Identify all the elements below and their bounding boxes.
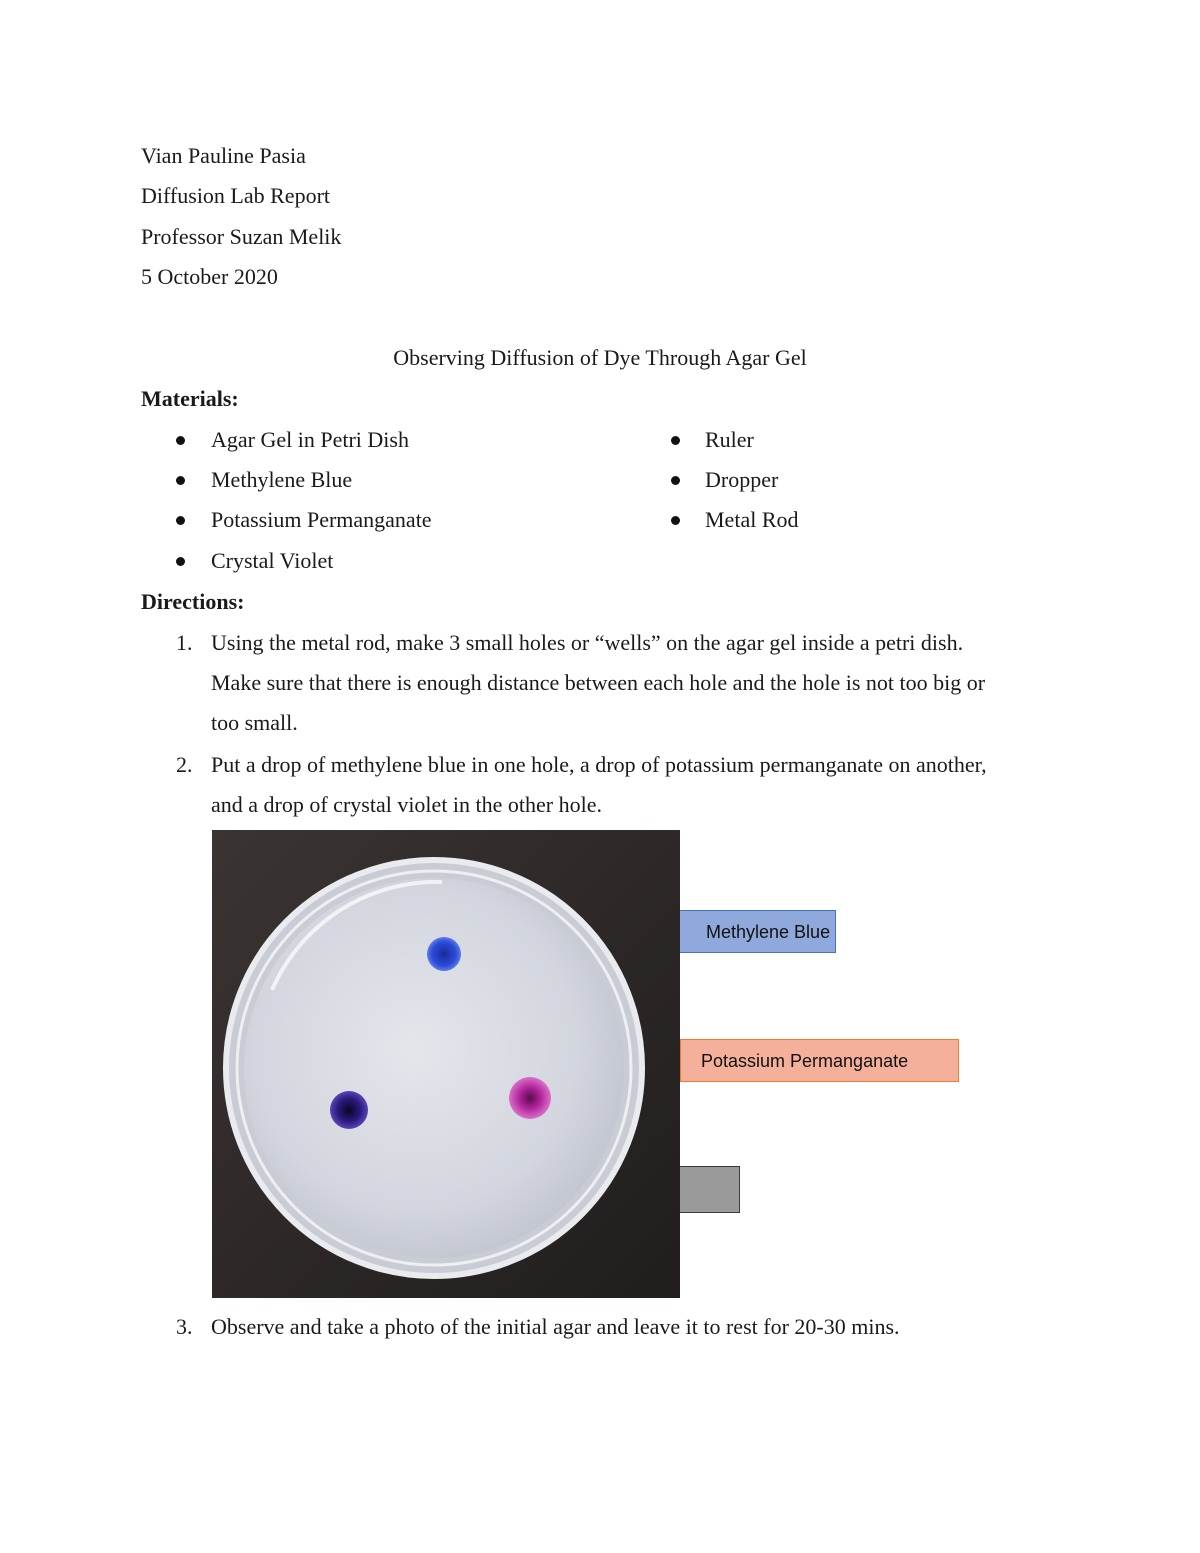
potassium-permanganate-drop xyxy=(509,1077,551,1119)
step-number: 2. xyxy=(176,752,193,777)
crystal-violet-callout xyxy=(676,1166,740,1213)
professor-name: Professor Suzan Melik xyxy=(141,224,342,249)
callout-label: Potassium Permanganate xyxy=(701,1051,909,1071)
bullet-icon xyxy=(176,436,185,445)
step-number: 1. xyxy=(176,630,193,655)
list-item: Metal Rod xyxy=(705,507,799,532)
petri-dish-image xyxy=(212,830,680,1298)
bullet-icon xyxy=(671,476,680,485)
step-text-line: and a drop of crystal violet in the other hole. xyxy=(211,792,602,817)
author-name: Vian Pauline Pasia xyxy=(141,143,306,168)
step-text-line: Observe and take a photo of the initial agar and leave it to rest for 20-30 mins. xyxy=(211,1314,900,1339)
list-item: Potassium Permanganate xyxy=(211,507,432,532)
methylene-blue-drop xyxy=(427,937,461,971)
crystal-violet-drop xyxy=(330,1091,368,1129)
list-item: Ruler xyxy=(705,427,754,452)
bullet-icon xyxy=(671,516,680,525)
report-date: 5 October 2020 xyxy=(141,264,278,289)
step-number: 3. xyxy=(176,1314,193,1339)
materials-heading: Materials: xyxy=(141,386,239,411)
bullet-icon xyxy=(176,516,185,525)
directions-heading: Directions: xyxy=(141,589,245,614)
bullet-icon xyxy=(176,557,185,566)
document-title: Observing Diffusion of Dye Through Agar Gel xyxy=(393,345,807,370)
bullet-icon xyxy=(176,476,185,485)
callout-label: Methylene Blue xyxy=(706,922,831,942)
step-text-line: too small. xyxy=(211,710,298,735)
potassium-permanganate-callout xyxy=(680,1039,959,1082)
step-text-line: Put a drop of methylene blue in one hole, a drop of potassium permanganate on another, xyxy=(211,752,987,777)
step-text-line: Make sure that there is enough distance between each hole and the hole is not too big or xyxy=(211,670,986,695)
report-title-line: Diffusion Lab Report xyxy=(141,183,331,208)
step-text-line: Using the metal rod, make 3 small holes or “wells” on the agar gel inside a petri dish. xyxy=(211,630,964,655)
list-item: Agar Gel in Petri Dish xyxy=(211,427,409,452)
list-item: Crystal Violet xyxy=(211,548,334,573)
bullet-icon xyxy=(671,436,680,445)
agar-gel xyxy=(244,878,624,1258)
list-item: Dropper xyxy=(705,467,779,492)
list-item: Methylene Blue xyxy=(211,467,353,492)
petri-dish-photo xyxy=(212,830,680,1298)
